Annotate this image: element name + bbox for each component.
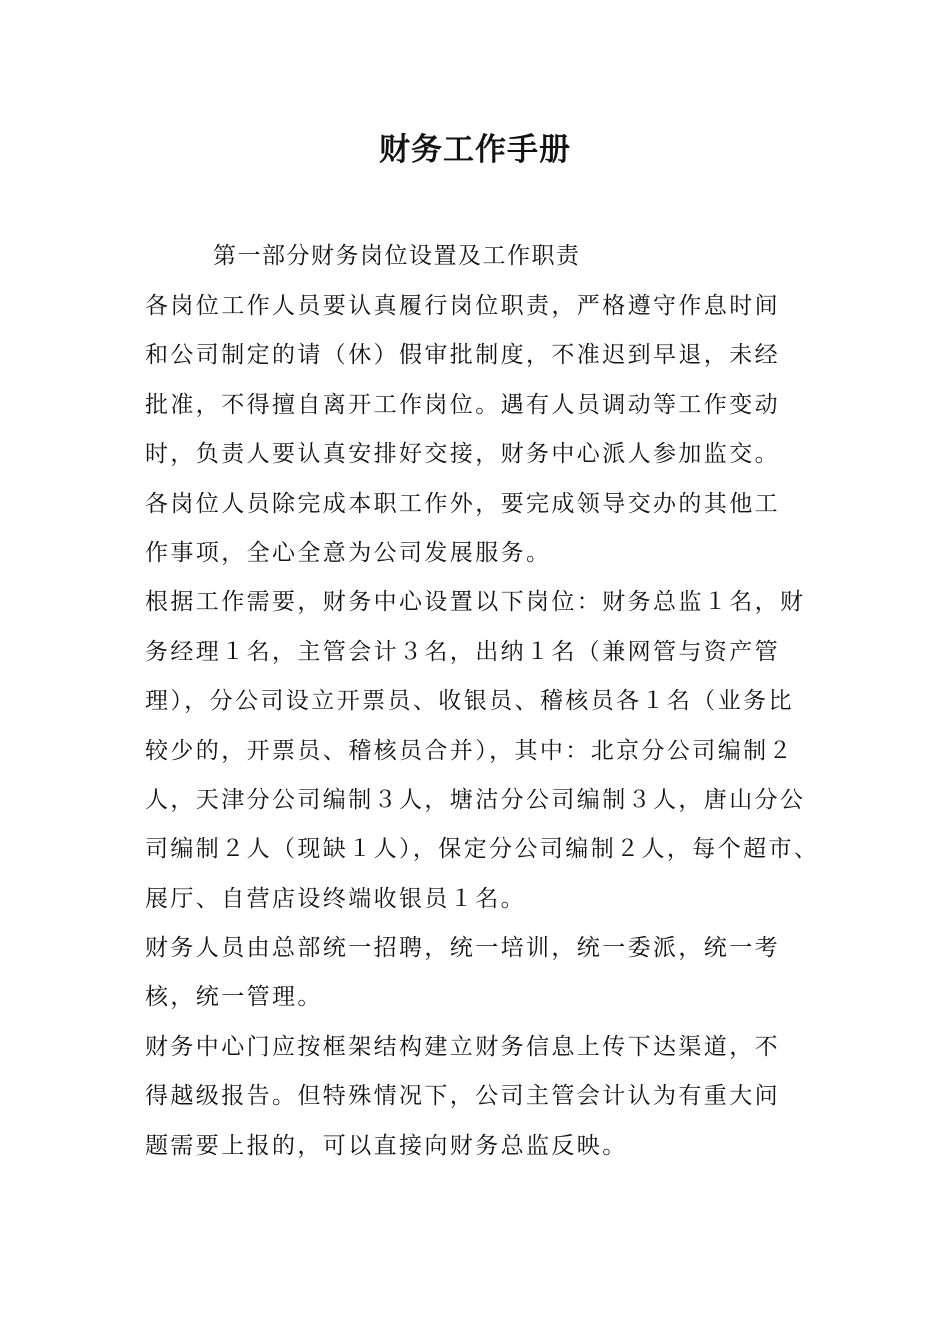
text-line: 批准，不得擅自离开工作岗位。遇有人员调动等工作变动 [145, 391, 780, 418]
text-line: 理），分公司设立开票员、收银员、稽核员各１名（业务比 [145, 688, 794, 715]
text-line: 题需要上报的，可以直接向财务总监反映。 [145, 1132, 628, 1159]
text-line: 作事项，全心全意为公司发展服务。 [145, 539, 552, 566]
text-line: 根据工作需要，财务中心设置以下岗位：财务总监１名，财 [145, 589, 806, 616]
text-line: 各岗位人员除完成本职工作外，要完成领导交办的其他工 [145, 490, 780, 517]
document-title: 财务工作手册 [379, 132, 571, 168]
text-line: 得越级报告。但特殊情况下，公司主管会计认为有重大问 [145, 1083, 780, 1110]
text-line: 司编制２人（现缺１人），保定分公司编制２人，每个超市、 [145, 836, 820, 863]
paragraph [145, 1029, 825, 1177]
text-line: 财务中心门应按框架结构建立财务信息上传下达渠道，不 [145, 1033, 780, 1060]
paragraph [145, 288, 825, 486]
text-line: 和公司制定的请（休）假审批制度，不准迟到早退，未经 [145, 342, 780, 369]
paragraph [145, 486, 825, 585]
paragraph [145, 930, 825, 1029]
paragraph [145, 584, 825, 930]
text-line: 人，天津分公司编制３人，塘沽分公司编制３人，唐山分公 [145, 786, 806, 813]
section-heading: 第一部分财务岗位设置及工作职责 [213, 243, 581, 269]
text-line: 展厅、自营店设终端收银员１名。 [145, 885, 526, 912]
text-line: 务经理１名，主管会计３名，出纳１名（兼网管与资产管 [145, 638, 780, 665]
text-line: 各岗位工作人员要认真履行岗位职责，严格遵守作息时间 [145, 293, 780, 319]
text-line: 较少的，开票员、稽核员合并），其中：北京分公司编制２ [145, 737, 794, 764]
text-line: 财务人员由总部统一招聘，统一培训，统一委派，统一考 [145, 935, 780, 962]
document-body [145, 288, 825, 1177]
text-line: 时，负责人要认真安排好交接，财务中心派人参加监交。 [145, 441, 780, 468]
text-line: 核，统一管理。 [145, 984, 323, 1011]
